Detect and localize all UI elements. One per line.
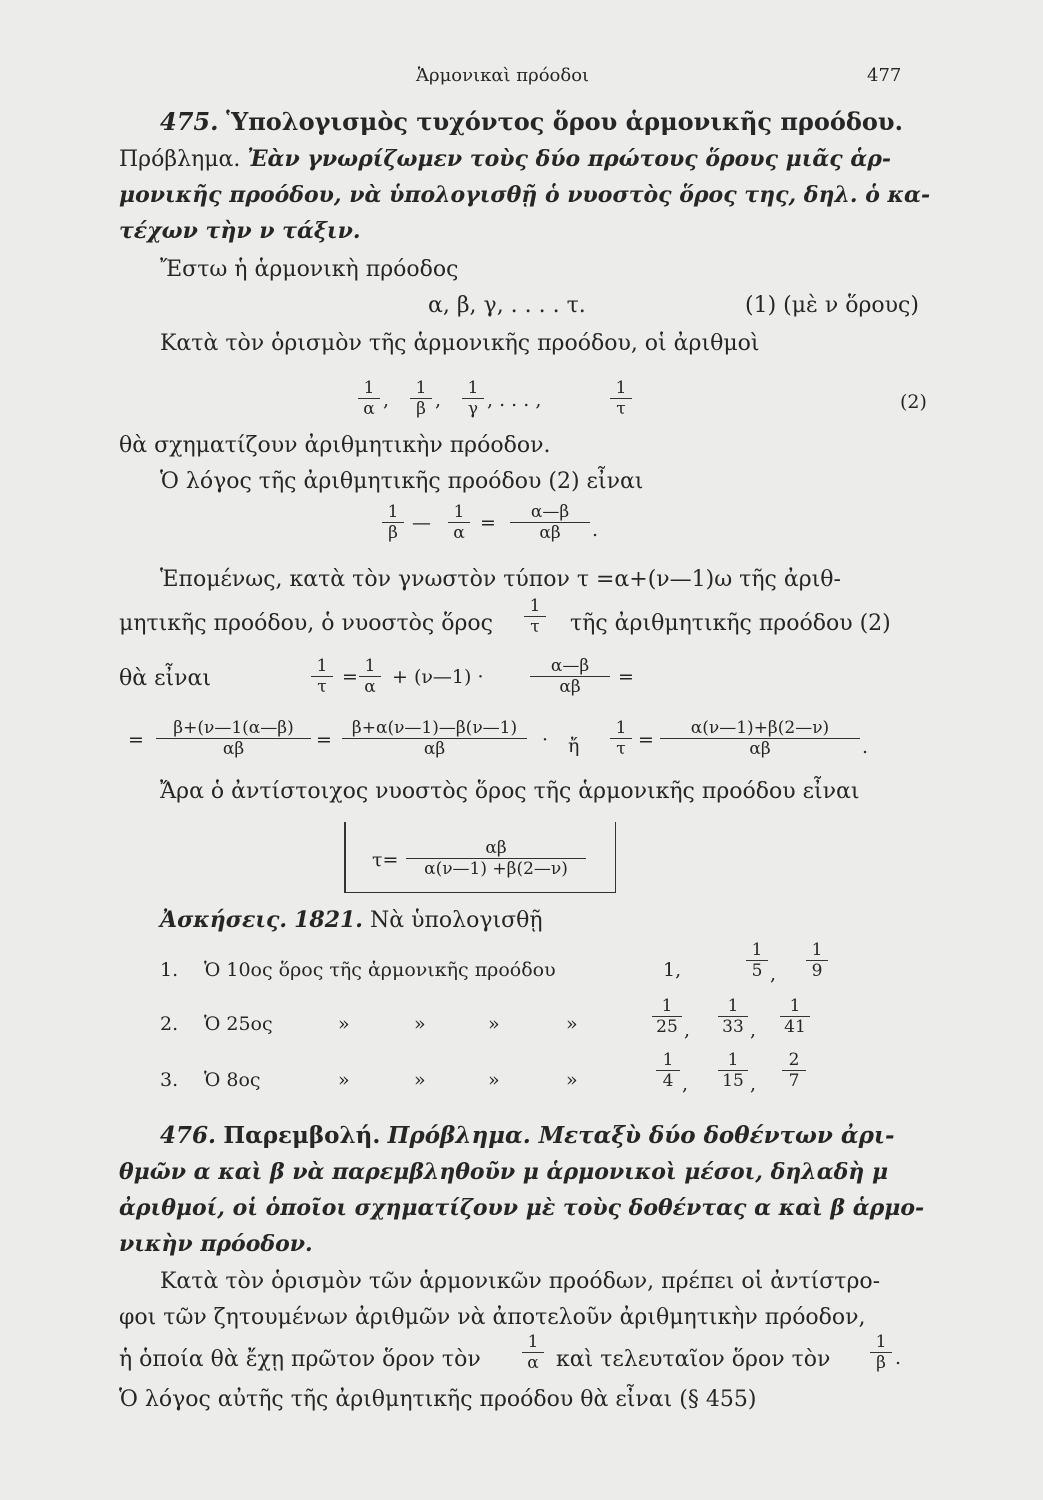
problem-476-line-2: θμῶν α καὶ β νὰ παρεμβληθοῦν μ ἁρμονικοὶ μέσοι, δηλαδὴ μ <box>119 1159 889 1185</box>
comma: , <box>435 389 442 411</box>
exercises-label: Ἀσκήσεις. <box>160 907 288 933</box>
exercise-3-term-2: $\frac{1}{15}$ <box>718 1050 748 1091</box>
result-fraction: $\frac{\alpha\beta}{\alpha(\nu—1) +\beta(2—\nu)}$ <box>406 838 586 879</box>
exercise-2-term-1: $\frac{1}{25}$ <box>652 996 682 1037</box>
section-475-heading <box>160 108 903 136</box>
problem-line-1 <box>119 145 891 174</box>
running-title: Ἁρμονικαὶ πρόοδοι <box>416 65 590 86</box>
ditto-mark: » <box>566 1069 578 1091</box>
exercises-number: 1821. <box>294 907 363 933</box>
paragraph-formula: Ἑπομένως, κατὰ τὸν γνωστὸν τύπον τ =α+(ν—1)ω τῆς ἀριθ- <box>160 567 841 592</box>
section-title: Ὑπολογισμὸς τυχόντος ὅρου ἁρμονικῆς προόδου. <box>226 107 903 136</box>
exercises-intro: Νὰ ὑπολογισθῇ <box>369 908 543 933</box>
problem-label: Πρόβλημα. <box>119 147 241 172</box>
comma: , <box>682 1073 689 1095</box>
exercise-3-text: Ὁ 8ος <box>204 1069 261 1091</box>
problem-line-2: μονικῆς προόδου, νὰ ὑπολογισθῇ ὁ νυοστὸς ὅρος της, δηλ. ὁ κα- <box>119 182 931 208</box>
minus-sign: — <box>412 512 431 534</box>
paragraph-nth-term-b: τῆς ἀριθμητικῆς προόδου (2) <box>570 611 891 636</box>
paragraph-definition: Κατὰ τὸν ὁρισμὸν τῆς ἁρμονικῆς προόδου, οἱ ἀριθμοὶ <box>160 331 760 356</box>
ditto-mark: » <box>338 1013 350 1035</box>
section-title: Παρεμβολή. <box>223 1122 381 1149</box>
exercise-1-text: Ὁ 10ος ὅρος τῆς ἁρμονικῆς προόδου <box>204 959 556 981</box>
paragraph-arith: θὰ σχηματίζουν ἀριθμητικὴν πρόοδον. <box>119 433 551 458</box>
fraction-expr-3: $\frac{\alpha(\nu—1)+\beta(2—\nu)}{\alpha\beta}$ <box>660 718 860 759</box>
ditto-mark: » <box>414 1013 426 1035</box>
exercise-3-term-1: $\frac{1}{4}$ <box>656 1050 680 1091</box>
equals-sign: = <box>618 666 634 688</box>
exercise-2-text: Ὁ 25ος <box>204 1013 273 1035</box>
fraction-1-over-t: $\frac{1}{\tau}$ <box>524 596 546 637</box>
exercise-1-term-2: $\frac{1}{5}$ <box>746 940 768 981</box>
exercise-2-number: 2. <box>160 1013 179 1035</box>
fraction-1-over-b: $\frac{1}{\beta}$ <box>870 1332 892 1373</box>
exercise-2-term-3: $\frac{1}{41}$ <box>780 996 810 1037</box>
ditto-mark: » <box>338 1069 350 1091</box>
equals-sign: = <box>128 729 144 751</box>
ditto-mark: » <box>414 1069 426 1091</box>
ditto-mark: » <box>488 1069 500 1091</box>
sequence-tag: (1) (μὲ ν ὅρους) <box>745 293 919 318</box>
equals-sign: = <box>638 729 654 751</box>
fraction-a-minus-b-over-ab: $\frac{\alpha—\beta}{\alpha\beta}$ <box>530 656 610 697</box>
problem-476-line-3: ἀριθμοί, οἱ ὁποῖοι σχηματίζουν μὲ τοὺς δοθέντας α καὶ β ἁρμο- <box>119 1195 925 1221</box>
equals-sign: = <box>480 512 496 534</box>
fraction-1-over-t: $\frac{1}{\tau}$ <box>311 656 333 697</box>
ditto-mark: » <box>488 1013 500 1035</box>
exercise-1-term-3: $\frac{1}{9}$ <box>806 940 828 981</box>
page-number: 477 <box>867 65 902 86</box>
dot: · <box>542 729 549 751</box>
period: . <box>592 519 599 541</box>
comma: , <box>750 1019 757 1041</box>
fraction-1-over-a: $\frac{1}{\alpha}$ <box>522 1332 544 1373</box>
exercise-3-term-3: $\frac{2}{7}$ <box>782 1050 806 1091</box>
paragraph-will-be: θὰ εἶναι <box>119 666 211 691</box>
result-lhs: τ= <box>372 849 399 871</box>
exercises-heading <box>160 906 543 935</box>
fraction-1-over-a: $\frac{1}{\alpha}$ <box>358 378 380 419</box>
fraction-1-over-g: $\frac{1}{\gamma}$ <box>462 378 484 419</box>
plus-term: + (ν—1) · <box>392 666 484 688</box>
problem-text: Πρόβλημα. Μεταξὺ δύο δοθέντων ἀρι- <box>387 1122 895 1149</box>
paragraph-nth-term-a: μητικῆς προόδου, ὁ νυοστὸς ὅρος <box>119 611 493 636</box>
period: . <box>895 1347 902 1369</box>
problem-line-3: τέχων τὴν ν τάξιν. <box>119 218 361 244</box>
exercise-1-first-term: 1, <box>663 959 682 981</box>
paragraph-ratio: Ὁ λόγος τῆς ἀριθμητικῆς προόδου (2) εἶναι <box>160 469 644 494</box>
paragraph-476-4: Ὁ λόγος αὐτῆς τῆς ἀριθμητικῆς προόδου θὰ εἶναι (§ 455) <box>119 1387 757 1412</box>
comma: , <box>770 963 777 985</box>
problem-476-line-4: νικὴν πρόοδον. <box>119 1231 313 1257</box>
comma: , <box>750 1073 757 1095</box>
section-476-heading <box>160 1122 895 1150</box>
problem-text: Ἐὰν γνωρίζωμεν τοὺς δύο πρώτους ὅρους μιᾶς ἁρ- <box>247 146 892 172</box>
equation-tag-2: (2) <box>900 391 927 413</box>
or-word: ἤ <box>568 735 580 757</box>
paragraph-476-3b: καὶ τελευταῖον ὅρον τὸν <box>556 1347 831 1372</box>
fraction-a-minus-b-over-ab: $\frac{\alpha—\beta}{\alpha\beta}$ <box>510 502 590 543</box>
fraction-1-over-b: $\frac{1}{\beta}$ <box>382 502 404 543</box>
period: . <box>862 736 869 758</box>
equals-sign: = <box>316 729 332 751</box>
comma: , <box>383 389 390 411</box>
exercise-1-number: 1. <box>160 959 179 981</box>
sequence: α, β, γ, . . . . τ. <box>428 293 586 318</box>
comma: , <box>684 1019 691 1041</box>
fraction-1-over-a: $\frac{1}{\alpha}$ <box>359 656 381 697</box>
fraction-expr-2: $\frac{\beta+\alpha(\nu—1)—\beta(\nu—1)}{\alpha\beta}$ <box>342 718 527 759</box>
ditto-mark: » <box>566 1013 578 1035</box>
paragraph-therefore: Ἄρα ὁ ἀντίστοιχος νυοστὸς ὅρος τῆς ἁρμονικῆς προόδου εἶναι <box>160 779 860 804</box>
fraction-1-over-t: $\frac{1}{\tau}$ <box>610 718 632 759</box>
exercise-3-number: 3. <box>160 1069 179 1091</box>
paragraph-476-2: φοι τῶν ζητουμένων ἀριθμῶν νὰ ἀποτελοῦν ἀριθμητικὴν πρόοδον, <box>119 1305 866 1330</box>
fraction-1-over-b: $\frac{1}{\beta}$ <box>410 378 432 419</box>
fraction-1-over-t: $\frac{1}{\tau}$ <box>610 378 632 419</box>
exercise-2-term-2: $\frac{1}{33}$ <box>718 996 748 1037</box>
ellipsis: , . . . , <box>487 389 542 411</box>
paragraph-476-3a: ἡ ὁποία θὰ ἔχῃ πρῶτον ὅρον τὸν <box>119 1347 481 1372</box>
section-number: 476. <box>160 1122 217 1149</box>
fraction-1-over-a: $\frac{1}{\alpha}$ <box>448 502 470 543</box>
paragraph-let: Ἔστω ἡ ἁρμονικὴ πρόοδος <box>160 257 459 282</box>
fraction-expr-1: $\frac{\beta+(\nu—1(\alpha—\beta)}{\alpha\beta}$ <box>156 718 311 759</box>
equals-sign: = <box>342 666 358 688</box>
paragraph-476-1: Κατὰ τὸν ὁρισμὸν τῶν ἁρμονικῶν προόδων, πρέπει οἱ ἀντίστρο- <box>160 1269 881 1294</box>
section-number: 475. <box>160 107 219 136</box>
